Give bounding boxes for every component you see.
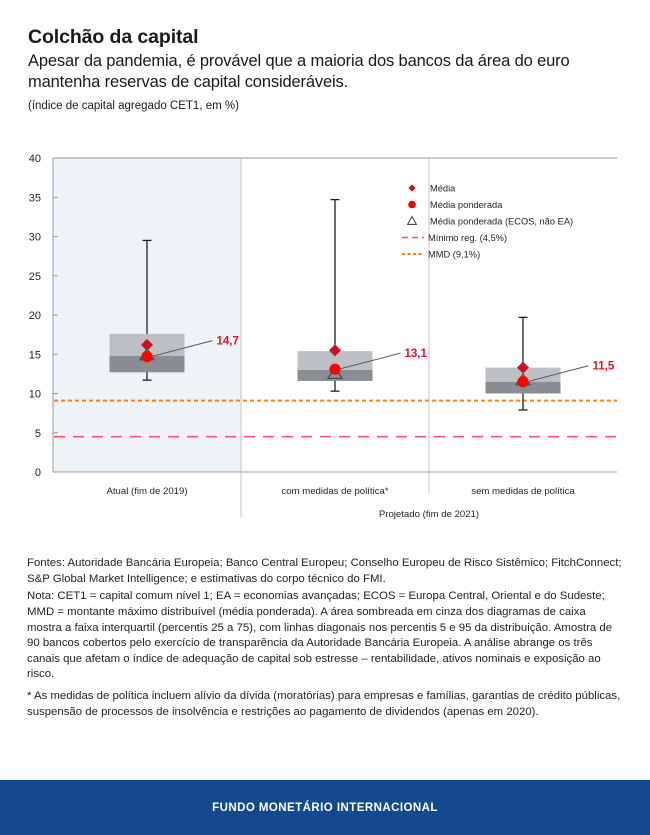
note-footnote: * As medidas de política incluem alívio da dívida (moratórias) para empresas e famílias, garantias de crédito públicas, suspensão de processos de insolvência e restrições ao pagamento de dividendos (apenas em 2020). xyxy=(27,690,621,718)
y-tick-label: 5 xyxy=(34,427,41,440)
legend-triangle-icon xyxy=(408,217,417,225)
legend-diamond-icon xyxy=(408,184,415,191)
y-tick-label: 25 xyxy=(28,270,41,283)
legend-label: MMD (9,1%) xyxy=(428,249,481,260)
notes-block xyxy=(27,556,623,722)
y-tick-label: 40 xyxy=(28,153,41,165)
x-group-label: Projetado (fim de 2021) xyxy=(378,509,480,520)
weighted-mean-marker xyxy=(517,376,528,387)
box-plot-group xyxy=(298,200,428,392)
legend-item xyxy=(408,183,456,193)
page-title: Colchão da capital xyxy=(28,26,199,48)
chart-subtitle: Apesar da pandemia, é provável que a maioria dos bancos da área do euro mantenha reservas de capital consideráveis. xyxy=(28,52,570,92)
legend-label: Média ponderada (ECOS, não EA) xyxy=(430,216,574,227)
box-value-label: 13,1 xyxy=(404,348,427,361)
box-plot-group xyxy=(486,317,615,410)
y-tick-label: 0 xyxy=(34,467,41,479)
box-plot xyxy=(0,150,650,525)
legend-item xyxy=(408,216,574,226)
box-value-label: 14,7 xyxy=(216,335,239,348)
legend-item xyxy=(402,233,507,243)
legend-label: Mínimo reg. (4,5%) xyxy=(428,232,508,243)
y-tick-label: 35 xyxy=(28,192,41,205)
y-tick-label: 20 xyxy=(28,310,41,322)
box-value-label: 11,5 xyxy=(592,360,615,373)
note-general: Nota: CET1 = capital comum nível 1; EA = economias avançadas; ECOS = Europa Central, Oriental e do Sudeste; MMD = montante máximo distribuível (média ponderada). A área sombreada em cinza dos diagramas de caixa mostra a faixa interquartil (percentis 25 a 75), com linhas diagonais nos percentis 5 e 95 da distribuição. Amostra de 90 bancos cobertos pelo exercício de transparência da Autoridade Bancária Europeia. A análise abrange os três canais que afetam o índice de adequação de capital sob estresse – rentabilidade, ativos nominais e exposição ao risco. xyxy=(27,590,613,681)
legend-item xyxy=(408,200,503,210)
chart-header xyxy=(28,26,628,114)
x-category-label: com medidas de política* xyxy=(281,486,389,497)
y-tick-label: 15 xyxy=(28,349,41,362)
chart-container xyxy=(0,150,650,525)
y-tick-label: 10 xyxy=(28,388,41,401)
chart-units: (índice de capital agregado CET1, em %) xyxy=(28,100,239,113)
weighted-mean-marker xyxy=(329,364,340,375)
legend-label: Média xyxy=(430,183,456,194)
imf-footer-bar xyxy=(0,780,650,835)
note-sources: Fontes: Autoridade Bancária Europeia; Banco Central Europeu; Conselho Europeu de Risco Sistêmico; FitchConnect; S&P Global Market Intelligence; e estimativas do corpo técnico do FMI. xyxy=(27,557,622,585)
x-category-label: sem medidas de política xyxy=(471,486,575,497)
x-category-label: Atual (fim de 2019) xyxy=(106,486,188,497)
y-tick-label: 30 xyxy=(28,231,41,244)
legend-label: Média ponderada xyxy=(430,199,503,210)
legend-item xyxy=(402,249,480,259)
legend-circle-icon xyxy=(408,201,416,209)
footer-label: FUNDO MONETÁRIO INTERNACIONAL xyxy=(212,801,438,814)
weighted-mean-marker xyxy=(141,351,152,362)
